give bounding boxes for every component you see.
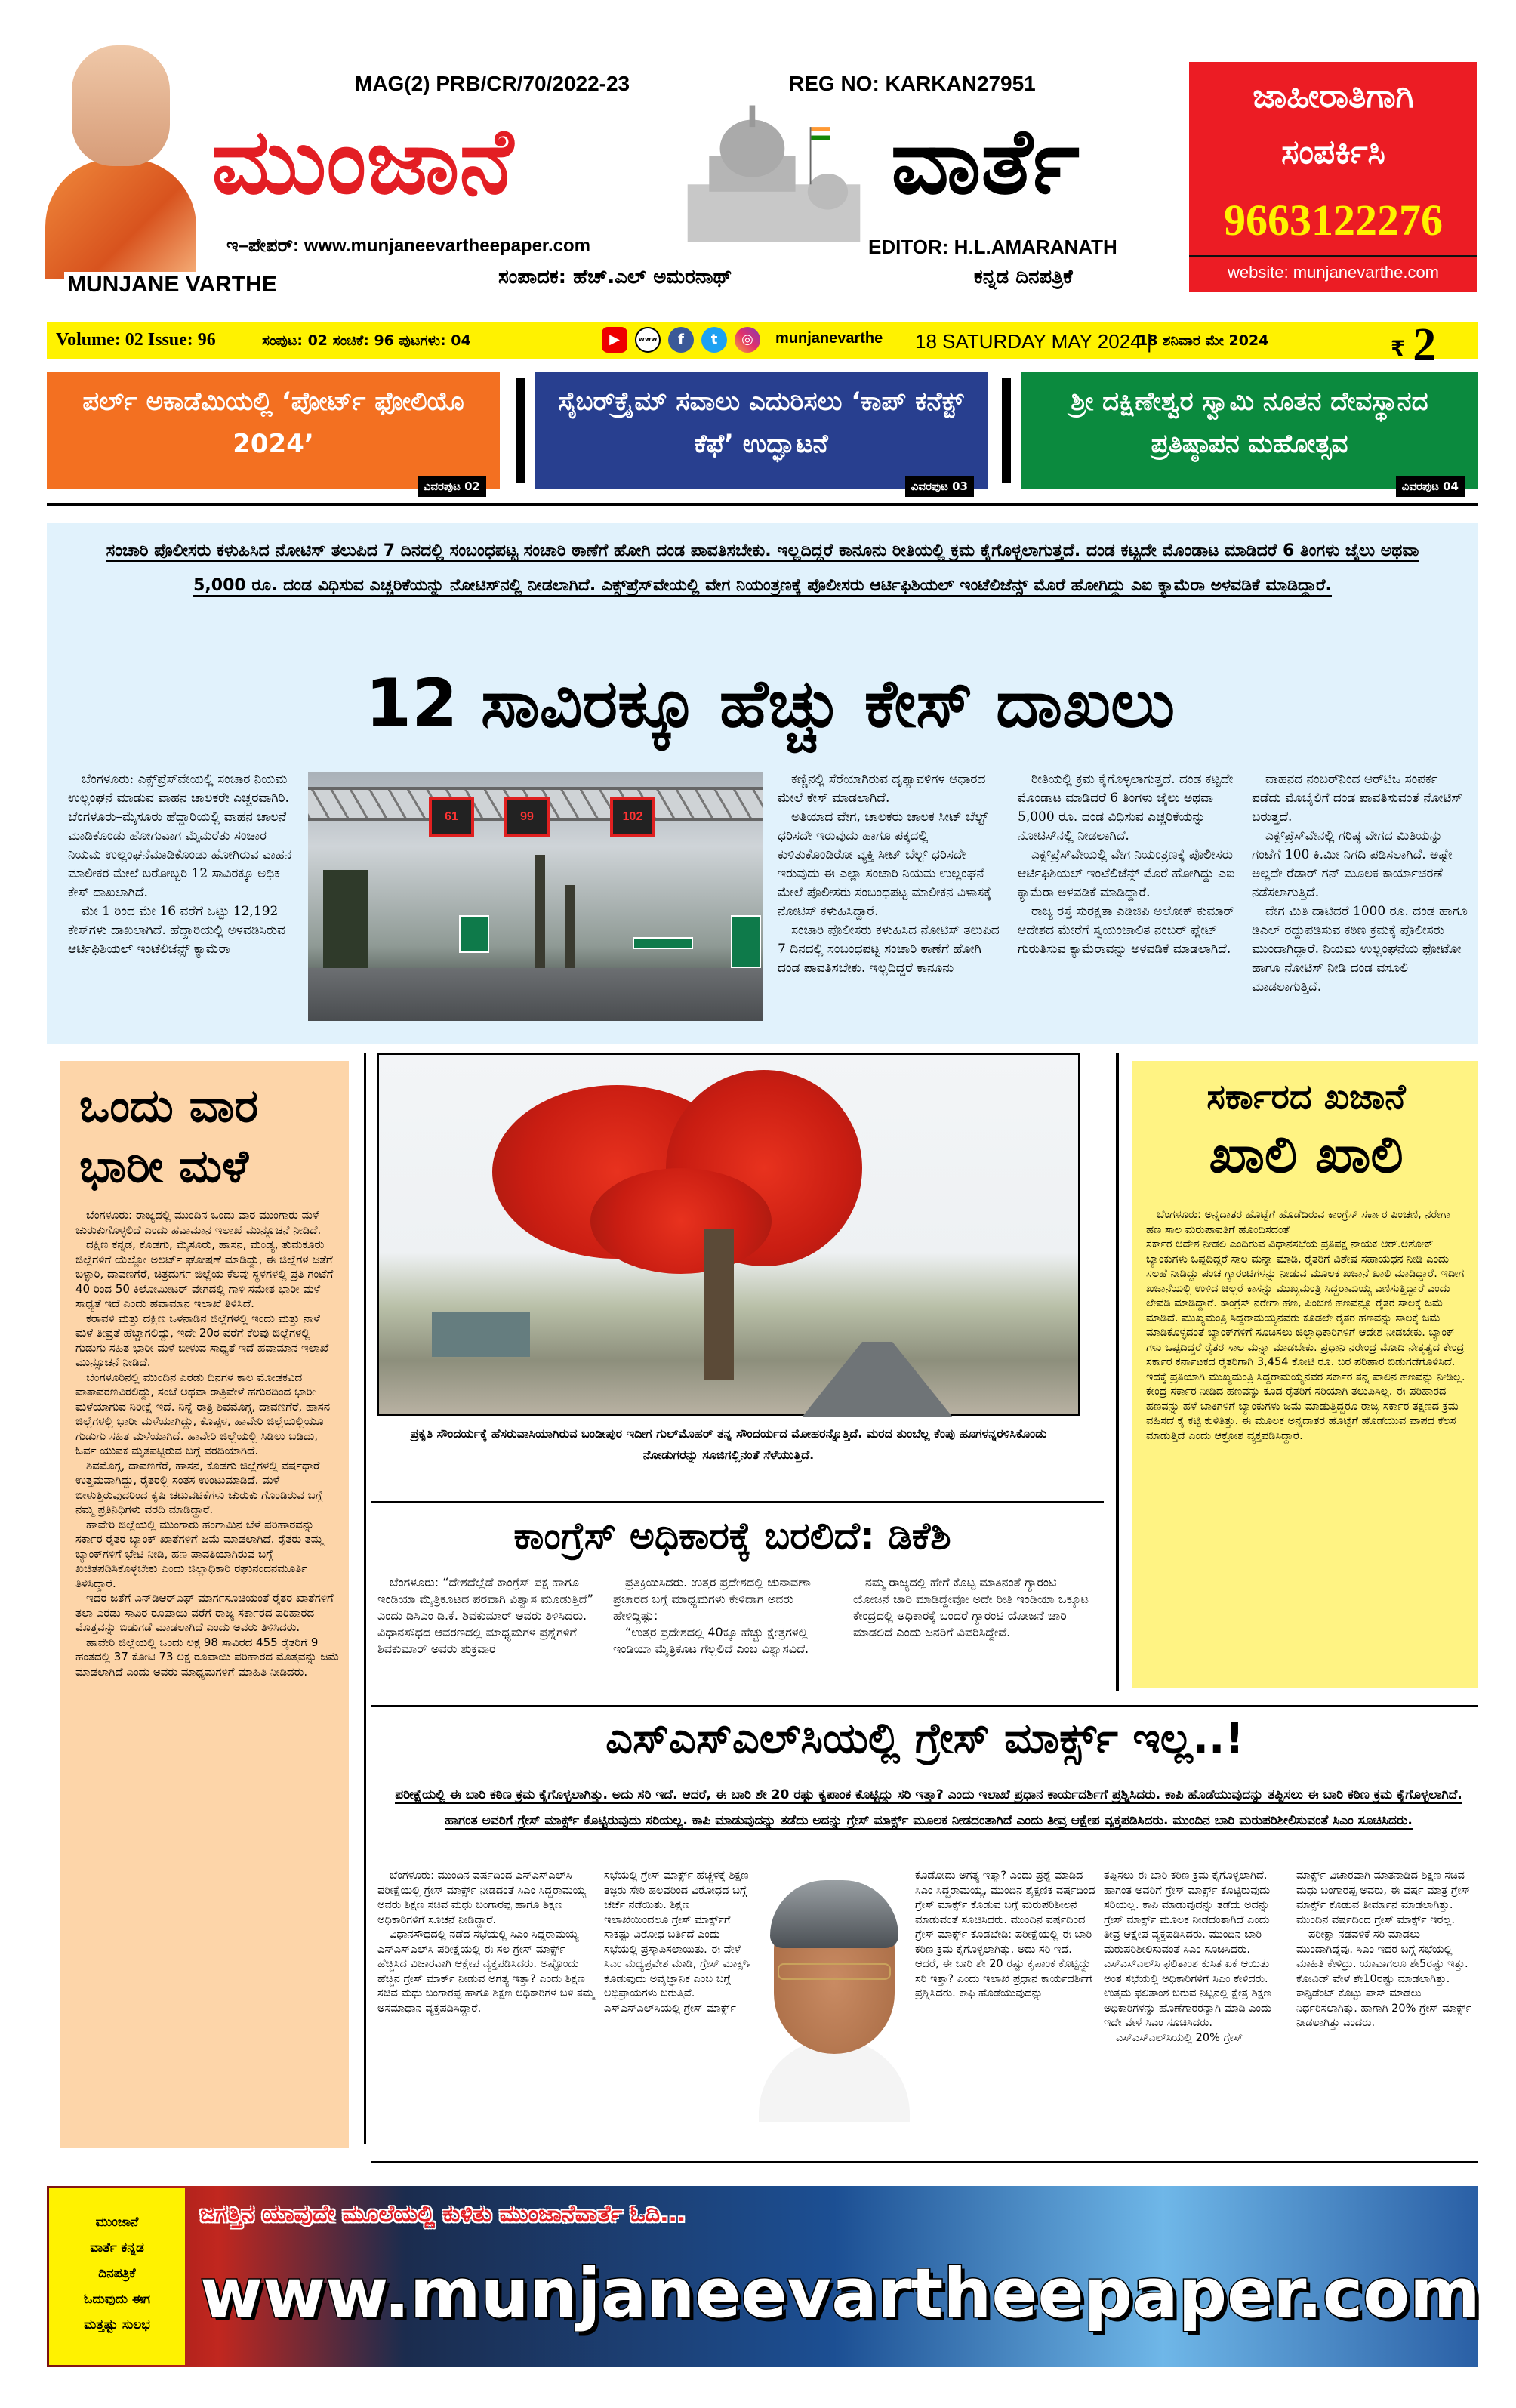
ai-camera-photo [308, 772, 763, 1021]
divider [371, 1501, 1104, 1503]
date-en: 18 SATURDAY MAY 2024 | [915, 330, 1152, 353]
treasury-headline-1[interactable]: ಸರ್ಕಾರದ ಖಜಾನೆ [1206, 1076, 1406, 1117]
editor-kn: ಸಂಪಾದಕ: ಹೆಚ್.ಎಲ್ ಅಮರನಾಥ್ [498, 266, 732, 288]
vidhana-soudha-icon [664, 98, 883, 249]
teaser-cybercrime[interactable] [535, 372, 988, 493]
founder-portrait [45, 30, 196, 279]
ad-phone[interactable]: 9663122276 [1224, 196, 1443, 245]
rain-body: ಬೆಂಗಳೂರು: ರಾಜ್ಯದಲ್ಲಿ ಮುಂದಿನ ಒಂದು ವಾರ ಮುಂಗಾರು ಮಳೆ ಚುರುಕುಗೊಳ್ಳಲಿದೆ ಎಂದು ಹವಾಮಾನ ಇಲಾಖೆ ಮುನ್ಸೂಚನೆ ನೀಡಿದೆ. ದಕ್ಷಿಣ ಕನ್ನಡ, ಕೊಡಗು, ಮೈಸೂರು, ಹಾಸನ, ಮಂಡ್ಯ, ತುಮಕೂರು ಜಿಲ್ಲೆಗಳಿಗೆ ಯೆಲ್ಲೋ ಅಲರ್ಟ್ ಘೋಷಣೆ ಮಾಡಿದ್ದು, ಈ ಜಿಲ್ಲೆಗಳ ಜತೆಗೆ ಬಳ್ಳಾರಿ, ದಾವಣಗೆರೆ, ಚಿತ್ರದುರ್ಗ ಜಿಲ್ಲೆಯ ಕೆಲವು ಸ್ಥಳಗಳಲ್ಲಿ ಪ್ರತಿ ಗಂಟೆಗೆ 40 ರಿಂದ 50 ಕಿಲೋಮೀಟರ್ ವೇಗದಲ್ಲಿ ಗಾಳಿ ಸಮೇತ ಭಾರೀ ಮಳೆ ಸಾಧ್ಯತೆ ಇದೆ ಎಂದು ಹವಾಮಾನ ಇಲಾಖೆ ತಿಳಿಸಿದೆ. ಕರಾವಳಿ ಮತ್ತು ದಕ್ಷಿಣ ಒಳನಾಡಿನ ಜಿಲ್ಲೆಗಳಲ್ಲಿ ಇಂದು ಮತ್ತು ನಾಳೆ ಮಳೆ ತೀವ್ರತೆ ಹೆಚ್ಚಾಗಲಿದ್ದು, ಇದೇ 20ರ ವರೆಗೆ ಕೆಲವು ಜಿಲ್ಲೆಗಳಲ್ಲಿ ಗುಡುಗು ಸಹಿತ ಭಾರೀ ಮಳೆ ಬೀಳುವ ಸಾಧ್ಯತೆ ಇದೆ ಹವಾಮಾನ ಇಲಾಖೆ ಮುನ್ಸೂಚನೆ ನೀಡಿದೆ. ಬೆಂಗಳೂರಿನಲ್ಲಿ ಮುಂದಿನ ಎರಡು ದಿನಗಳ ಕಾಲ ಮೋಡಕವಿದ ವಾತಾವರಣವಿರಲಿದ್ದು, ಸಂಜೆ ಅಥವಾ ರಾತ್ರಿವೇಳೆ ಹಗುರದಿಂದ ಭಾರೀ ಮಳೆಯಾಗುವ ನಿರೀಕ್ಷೆ ಇದೆ. ನಿನ್ನೆ ರಾತ್ರಿ ಶಿವಮೊಗ್ಗ, ದಾವಣಗೆರೆ, ಹಾಸನ ಜಿಲ್ಲೆಗಳಲ್ಲಿ ಭಾರೀ ಮಳೆಯಾಗಿದ್ದು, ಕೊಪ್ಪಳ, ಹಾವೇರಿ ಜಿಲ್ಲೆಯಲ್ಲಿಯೂ ಗುಡುಗು ಸಹಿತ ಮಳೆಯಾಗಿದೆ. ಹಾವೇರಿ ಜಿಲ್ಲೆಯಲ್ಲಿ ಸಿಡಿಲು ಬಡಿದು, ಓರ್ವ ಯುವಕ ಮೃತಪಟ್ಟಿರುವ ಬಗ್ಗೆ ವರದಿಯಾಗಿದೆ. ಶಿವಮೊಗ್ಗ, ದಾವಣಗೆರೆ, ಹಾಸನ, ಕೊಡಗು ಜಿಲ್ಲೆಗಳಲ್ಲಿ ವರ್ಷಧಾರೆ ಉತ್ತಮವಾಗಿದ್ದು, ರೈತರಲ್ಲಿ ಸಂತಸ ಉಂಟುಮಾಡಿದೆ. ಮಳೆ ಬೀಳುತ್ತಿರುವುದರಿಂದ ಕೃಷಿ ಚಟುವಟಿಕೆಗಳು ಚುರುಕು ಗೊಂಡಿರುವ ಬಗ್ಗೆ ನಮ್ಮ ಪ್ರತಿನಿಧಿಗಳು ವರದಿ ಮಾಡಿದ್ದಾರೆ. ಹಾವೇರಿ ಜಿಲ್ಲೆಯಲ್ಲಿ ಮುಂಗಾರು ಹಂಗಾಮಿನ ಬೆಳೆ ಪರಿಹಾರವನ್ನು ಸರ್ಕಾರ ರೈತರ ಬ್ಯಾಂಕ್ ಖಾತೆಗಳಿಗೆ ಜಮೆ ಮಾಡಲಾಗಿದೆ. ರೈತರು ತಮ್ಮ ಬ್ಯಾಂಕ್‌ಗಳಿಗೆ ಭೇಟಿ ನೀಡಿ, ಹಣ ಪಾವತಿಯಾಗಿರುವ ಬಗ್ಗೆ ಖಚಿತಪಡಿಸಿಕೊಳ್ಳಬೇಕು ಎಂದು ಜಿಲ್ಲಾಧಿಕಾರಿ ರಘುನಂದನಮೂರ್ತಿ ತಿಳಿಸಿದ್ದಾರೆ. ಇದರ ಜತೆಗೆ ಎನ್‌ಡಿಆರ್‌ಎಫ್ ಮಾರ್ಗಸೂಚಿಯಂತೆ ರೈತರ ಖಾತೆಗಳಿಗೆ ತಲಾ ಎರಡು ಸಾವಿರ ರೂಪಾಯಿ ವರೆಗೆ ರಾಜ್ಯ ಸರ್ಕಾರದ ಪರಿಹಾರದ ಮೊತ್ತವನ್ನು ಬಿಡುಗಡೆ ಮಾಡಲಾಗಿದೆ ಎಂದು ಅವರು ತಿಳಿಸಿದರು. ಹಾವೇರಿ ಜಿಲ್ಲೆಯಲ್ಲಿ ಒಂದು ಲಕ್ಷ 98 ಸಾವಿರದ 455 ರೈತರಿಗೆ 9 ಹಂತದಲ್ಲಿ 37 ಕೋಟಿ 73 ಲಕ್ಷ ರೂಪಾಯಿ ಪರಿಹಾರದ ಮೊತ್ತವನ್ನು ಜಮೆ ಮಾಡಲಾಗಿದೆ ಎಂದು ಅವರು ಮಾಧ್ಯಮಗಳಿಗೆ ಮಾಹಿತಿ ನೀಡಿದರು. [75, 1208, 340, 1679]
sslc-summary: ಪರೀಕ್ಷೆಯಲ್ಲಿ ಈ ಬಾರಿ ಕಠಿಣ ಕ್ರಮ ಕೈಗೊಳ್ಳಲಾಗಿತ್ತು. ಅದು ಸರಿ ಇದೆ. ಆದರೆ, ಈ ಬಾರಿ ಶೇ 20 ರಷ್ಟು ಕೃಪಾಂಕ ಕೊಟ್ಟಿದ್ದು ಸರಿ ಇತ್ತಾ? ಎಂದು ಇಲಾಖೆ ಪ್ರಧಾನ ಕಾರ್ಯದರ್ಶಿಗೆ ಪ್ರಶ್ನಿಸಿದರು. ಕಾಪಿ ಹೊಡೆಯುವುದನ್ನು ತಪ್ಪಿಸಲು ಈ ಬಾರಿ ಕಠಿಣ ಕ್ರಮ ಕೈಗೊಳ್ಳಲಾಗಿದೆ. ಹಾಗಂತ ಅವರಿಗೆ ಗ್ರೇಸ್ ಮಾರ್ಕ್ಸ್ ಕೊಟ್ಟಿರುವುದು ಸರಿಯಲ್ಲ. ಕಾಪಿ ಮಾಡುವುದನ್ನು ತಡೆದು ಅದನ್ನು ಗ್ರೇಸ್ ಮಾರ್ಕ್ಸ್ ಮೂಲಕ ನೀಡದಂತಾಗಿದೆ ಎಂದು ತೀವ್ರ ಆಕ್ಷೇಪ ವ್ಯಕ್ತಪಡಿಸಿದರು. ಮುಂದಿನ ಬಾರಿ ಮರುಪರಿಶೀಲಿಸುವಂತೆ ಸಿಎಂ ಸೂಚಿಸಿದರು. [395, 1787, 1462, 1828]
volume-en: Volume: 02 Issue: 96 [56, 330, 216, 350]
instagram-icon[interactable]: ◎ [735, 327, 760, 353]
divider [371, 2161, 1478, 2163]
sslc-column-5: ಮಾರ್ಕ್ಸ್ ವಿಚಾರವಾಗಿ ಮಾತನಾಡಿದ ಶಿಕ್ಷಣ ಸಚಿವ ಮಧು ಬಂಗಾರಪ್ಪ ಅವರು, ಈ ವರ್ಷ ಮಾತ್ರ ಗ್ರೇಸ್ ಮಾರ್ಕ್ಸ್ ಕೊಡುವ ತೀರ್ಮಾನ ಮಾಡಲಾಗಿತ್ತು. ಮುಂದಿನ ವರ್ಷದಿಂದ ಗ್ರೇಸ್ ಮಾರ್ಕ್ಸ್ ಇರಲ್ಲ. ಪರೀಕ್ಷಾ ನಡವಳಿಕೆ ಸರಿ ಮಾಡಲು ಮುಂದಾಗಿದ್ದೆವು. ಸಿಎಂ ಇದರ ಬಗ್ಗೆ ಸಭೆಯಲ್ಲಿ ಮಾಹಿತಿ ಕೇಳಿದ್ರು. ಯಾವಾಗಲೂ ಶೇ5ರಷ್ಟು ಇತ್ತು. ಕೋವಿಡ್ ವೇಳೆ ಶೇ10ರಷ್ಟು ಮಾಡಲಾಗಿತ್ತು. ಕಾನ್ಫಿಡೆಂಟ್ ಕೊಟ್ಟು ಪಾಸ್ ಮಾಡಲು ನಿರ್ಧರಿಸಲಾಗಿತ್ತು. ಹಾಗಾಗಿ 20% ಗ್ರೇಸ್ ಮಾರ್ಕ್ಸ್ ನೀಡಲಾಗಿತ್ತು ಎಂದರು. [1296, 1870, 1472, 2029]
treasury-headline-2[interactable]: ಖಾಲಿ ಖಾಲಿ [1209, 1125, 1404, 1185]
www-icon[interactable]: www [635, 327, 661, 353]
masthead-title-part2: ವಾರ್ತೆ [891, 109, 1080, 214]
facebook-icon[interactable]: f [668, 327, 694, 353]
photo-caption: ಪ್ರಕೃತಿ ಸೌಂದರ್ಯಕ್ಕೆ ಹೆಸರುವಾಸಿಯಾಗಿರುವ ಬಂಡೀಪುರ ಇದೀಗ ಗುಲ್‌ಮೊಹರ್ ತನ್ನ ಸೌಂದರ್ಯದ ಮೋಹರನ್ನೊತ್ತಿದೆ. ಮರದ ತುಂಬೆಲ್ಲ ಕೆಂಪು ಹೂಗಳನ್ನರಳಿಸಿಕೊಂಡು ನೋಡುಗರನ್ನು ಸೂಜಿಗಲ್ಲಿನಂತೆ ಸೆಳೆಯುತ್ತಿದೆ. [410, 1426, 1047, 1462]
teaser-page: ವಿವರಪುಟ 04 [1396, 476, 1465, 497]
treasury-body: ಬೆಂಗಳೂರು: ಅನ್ನದಾತರ ಹೊಟ್ಟೆಗೆ ಹೊಡೆದಿರುವ ಕಾಂಗ್ರೆಸ್ ಸರ್ಕಾರ ಪಿಂಚಣಿ, ನರೇಗಾ ಹಣ ಸಾಲ ಮರುಪಾವತಿಗೆ ಹೊಂದಿಸದಂತೆ ಸರ್ಕಾರ ಆದೇಶ ನೀಡಲಿ ಎಂದಿರುವ ವಿಧಾನಸಭೆಯ ಪ್ರತಿಪಕ್ಷ ನಾಯಕ ಆರ್.ಅಶೋಕ್ ಬ್ಯಾಂಕುಗಳು ಒಪ್ಪದಿದ್ದರೆ ಸಾಲ ಮನ್ನಾ ಮಾಡಿ, ರೈತರಿಗೆ ವಿಶೇಷ ಸಹಾಯಧನ ನೀಡಿ ಎಂದು ಸಲಹೆ ನೀಡಿದ್ದು ಪಂಚ ಗ್ಯಾರಂಟಿಗಳನ್ನು ನೀಡುವ ಮೂಲಕ ಖಜಾನೆ ಖಾಲಿ ಮಾಡಿದ್ದಾರೆ. ಇದೀಗ ಖಜಾನೆಯಲ್ಲಿ ಉಳಿದ ಚಿಲ್ಲರೆ ಕಾಸನ್ನು ಮುಖ್ಯಮಂತ್ರಿ ಸಿದ್ದರಾಮಯ್ಯ ಎಣಿಸುತ್ತಿದ್ದಾರೆ ಎಂದು ಲೇವಡಿ ಮಾಡಿದ್ದಾರೆ. ಕಾಂಗ್ರೆಸ್ ನರೇಗಾ ಹಣ, ಪಿಂಚಣಿ ಹಣವನ್ನೂ ರೈತರ ಸಾಲಕ್ಕೆ ಜಮೆ ಮಾಡಿದೆ. ಮುಖ್ಯಮಂತ್ರಿ ಸಿದ್ದರಾಮಯ್ಯನವರು ಕೂಡಲೇ ರೈತರ ಹಣವನ್ನು ಸಾಲಕ್ಕೆ ಜಮೆ ಮಾಡಿಕೊಳ್ಳದಂತೆ ಬ್ಯಾಂಕ್‌ಗಳಿಗೆ ಸೂಚಿಸಲು ಜಿಲ್ಲಾಧಿಕಾರಿಗಳಿಗೆ ಆದೇಶ ನೀಡಬೇಕು. ಬ್ಯಾಂಕ್ ಗಳು ಒಪ್ಪದಿದ್ದರೆ ರೈತರ ಸಾಲ ಮನ್ನಾ ಮಾಡಬೇಕು. ಪ್ರಧಾನಿ ನರೇಂದ್ರ ಮೋದಿ ನೇತೃತ್ವದ ಕೇಂದ್ರ ಸರ್ಕಾರ ಕರ್ನಾಟಕದ ರೈತರಿಗಾಗಿ 3,454 ಕೋಟಿ ರೂ. ಬರ ಪರಿಹಾರ ಬಿಡುಗಡೆಗೊಳಿಸಿದೆ. ಇದಕ್ಕೆ ಪ್ರತಿಯಾಗಿ ಮುಖ್ಯಮಂತ್ರಿ ಸಿದ್ದರಾಮಯ್ಯನವರ ಸರ್ಕಾರ ತನ್ನ ಪಾಲಿನ ಹಣವನ್ನು ನೀಡಿಲ್ಲ. ಕೇಂದ್ರ ಸರ್ಕಾರ ನೀಡಿದ ಹಣವನ್ನು ಕೂಡ ರೈತರಿಗೆ ಸರಿಯಾಗಿ ತಲುಪಿಸಿಲ್ಲ. ಈ ಪರಿಹಾರದ ಹಣವನ್ನು ಹಳೆ ಬಾಕಿಗಳಿಗೆ ಬ್ಯಾಂಕುಗಳು ಜಮೆ ಮಾಡುತ್ತಿದ್ದರೂ ರಾಜ್ಯ ಸರ್ಕಾರ ತಕ್ಷಣದ ಕ್ರಮ ವಹಿಸದೆ ಕೈ ಕಟ್ಟಿ ಕುಳಿತಿತ್ತು. ಈ ಮೂಲಕ ಅನ್ನದಾತರ ಹೊಟ್ಟೆಗೆ ಹೊಡೆಯುವ ಪಾಪದ ಕೆಲಸ ಮಾಡುತ್ತಿದೆ ಎಂದು ಆಕ್ರೋಶ ವ್ಯಕ್ತಪಡಿಸಿದ್ದಾರೆ. [1146, 1209, 1465, 1442]
teaser-page: ವಿವರಪುಟ 03 [905, 476, 974, 497]
epaper-link[interactable]: ಇ–ಪೇಪರ್: www.munjaneevartheepaper.com [226, 236, 590, 256]
issue-strip [47, 319, 1478, 371]
date-kn: 18 ಶನಿವಾರ ಮೇ 2024 [1138, 332, 1269, 349]
camera-reading: 99 [504, 797, 550, 837]
ad-line1: ಜಾಹೀರಾತಿಗಾಗಿ [1253, 77, 1414, 116]
lead-column-1: ಬೆಂಗಳೂರು: ಎಕ್ಸ್‌ಪ್ರೆಸ್‌ವೇಯಲ್ಲಿ ಸಂಚಾರ ನಿಯಮ ಉಲ್ಲಂಘನೆ ಮಾಡುವ ವಾಹನ ಚಾಲಕರೇ ಎಚ್ಚರವಾಗಿರಿ. ಬೆಂಗಳೂರು–ಮೈಸೂರು ಹೆದ್ದಾರಿಯಲ್ಲಿ ವಾಹನ ಚಾಲನೆ ಮಾಡಿಕೊಂಡು ಹೋಗುವಾಗ ಮೈಮರೆತು ಸಂಚಾರ ನಿಯಮ ಉಲ್ಲಂಘನೆಮಾಡಿಕೊಂಡು ಹೋಗಿರುವ ವಾಹನ ಮಾಲೀಕರ ಮೇಲೆ ಬರೋಬ್ಬರಿ 12 ಸಾವಿರಕ್ಕೂ ಅಧಿಕ ಕೇಸ್ ದಾಖಲಾಗಿದೆ. ಮೇ 1 ರಿಂದ ಮೇ 16 ವರೆಗೆ ಒಟ್ಟು 12,192 ಕೇಸ್‌ಗಳು ದಾಖಲಾಗಿದೆ. ಹೆದ್ದಾರಿಯಲ್ಲಿ ಅಳವಡಿಸಿರುವ ಆರ್ಟಿಫಿಶಿಯಲ್ ಇಂಟೆಲಿಜೆನ್ಸ್ ಕ್ಯಾಮೆರಾ [68, 772, 292, 957]
lead-column-2: ಕಣ್ಣಿನಲ್ಲಿ ಸೆರೆಯಾಗಿರುವ ದೃಶ್ಯಾವಳಿಗಳ ಆಧಾರದ ಮೇಲೆ ಕೇಸ್ ಮಾಡಲಾಗಿದೆ. ಅತಿಯಾದ ವೇಗ, ಚಾಲಕರು ಚಾಲಕ ಸೀಟ್ ಬೆಲ್ಟ್ ಧರಿಸದೇ ಇರುವುದು ಹಾಗೂ ಪಕ್ಕದಲ್ಲಿ ಕುಳಿತುಕೊಂಡಿರೋ ವ್ಯಕ್ತಿ ಸೀಟ್ ಬೆಲ್ಟ್ ಧರಿಸದೇ ಇರುವುದು ಈ ಎಲ್ಲಾ ಸಂಚಾರಿ ನಿಯಮ ಉಲ್ಲಂಘನೆ ಮೇಲೆ ಪೊಲೀಸರು ಸಂಬಂಧಪಟ್ಟ ಮಾಲೀಕನ ವಿಳಾಸಕ್ಕೆ ನೋಟಿಸ್ ಕಳುಹಿಸಿದ್ದಾರೆ. ಸಂಚಾರಿ ಪೊಲೀಸರು ಕಳುಹಿಸಿದ ನೋಟಿಸ್ ತಲುಪಿದ 7 ದಿನದಲ್ಲಿ ಸಂಬಂಧಪಟ್ಟ ಸಂಚಾರಿ ಠಾಣೆಗೆ ಹೋಗಿ ದಂಡ ಪಾವತಿಸಬೇಕು. ಇಲ್ಲದಿದ್ದರೆ ಕಾನೂನು [778, 772, 1000, 976]
divider [1002, 378, 1011, 483]
rupee-icon: ₹ [1391, 336, 1406, 361]
teaser-page: ವಿವರಪುಟ 02 [418, 476, 486, 497]
teaser-title: ಸೈಬರ್‌ಕ್ರೈಮ್ ಸವಾಲು ಎದುರಿಸಲು ‘ಕಾಪ್ ಕನೆಕ್ಟ್ ಕೆಫೆ’ ಉದ್ಘಾಟನೆ [558, 387, 964, 459]
divider [516, 378, 525, 483]
congress-column-2: ಪ್ರತಿಕ್ರಿಯಿಸಿದರು. ಉತ್ತರ ಪ್ರದೇಶದಲ್ಲಿ ಚುನಾವಣಾ ಪ್ರಚಾರದ ಬಗ್ಗೆ ಮಾಧ್ಯಮಗಳು ಕೇಳಿದಾಗ ಅವರು ಹೇಳಿದ್ದಿಷ್ಟು: “ಉತ್ತರ ಪ್ರದೇಶದಲ್ಲಿ 40ಕ್ಕೂ ಹೆಚ್ಚು ಕ್ಷೇತ್ರಗಳಲ್ಲಿ ಇಂಡಿಯಾ ಮೈತ್ರಿಕೂಟ ಗೆಲ್ಲಲಿದೆ ಎಂಬ ವಿಶ್ವಾಸವಿದೆ. [613, 1575, 811, 1656]
congress-headline[interactable]: ಕಾಂಗ್ರೆಸ್ ಅಧಿಕಾರಕ್ಕೆ ಬರಲಿದೆ: ಡಿಕೆಶಿ [513, 1514, 951, 1558]
price-value: 2 [1413, 319, 1437, 371]
sslc-column-4: ತಪ್ಪಿಸಲು ಈ ಬಾರಿ ಕಠಿಣ ಕ್ರಮ ಕೈಗೊಳ್ಳಲಾಗಿದೆ. ಹಾಗಂತ ಅವರಿಗೆ ಗ್ರೇಸ್ ಮಾರ್ಕ್ಸ್ ಕೊಟ್ಟಿರುವುದು ಸರಿಯಲ್ಲ. ಕಾಪಿ ಮಾಡುವುದನ್ನು ತಡೆದು ಅದನ್ನು ಗ್ರೇಸ್ ಮಾರ್ಕ್ಸ್ ಮೂಲಕ ನೀಡದಂತಾಗಿದೆ ಎಂದು ತೀವ್ರ ಆಕ್ಷೇಪ ವ್ಯಕ್ತಪಡಿಸಿದರು. ಮುಂದಿನ ಬಾರಿ ಮರುಪರಿಶೀಲಿಸುವಂತೆ ಸಿಎಂ ಸೂಚಿಸಿದರು. ಎಸ್‌ಎಸ್‌ಎಲ್‌ಸಿ ಫಲಿತಾಂಶ ಕುಸಿತ ಏಕೆ ಆಯಿತು ಅಂತ ಸಭೆಯಲ್ಲಿ ಅಧಿಕಾರಿಗಳಿಗೆ ಸಿಎಂ ಕೇಳಿದರು. ಉತ್ತಮ ಫಲಿತಾಂಶ ಬರುವ ನಿಟ್ಟಿನಲ್ಲಿ ಕ್ಷೇತ್ರ ಶಿಕ್ಷಣ ಅಧಿಕಾರಿಗಳನ್ನು ಹೊಣೆಗಾರರನ್ನಾಗಿ ಮಾಡಿ ಎಂದು ಇದೇ ವೇಳೆ ಸಿಎಂ ಸೂಚಿಸಿದರು. ಎಸ್‌ಎಸ್‌ಎಲ್‌ಸಿಯಲ್ಲಿ 20% ಗ್ರೇಸ್ [1104, 1870, 1271, 2044]
sslc-column-3: ಕೊಡೋದು ಅಗತ್ಯ ಇತ್ತಾ? ಎಂದು ಪ್ರಶ್ನೆ ಮಾಡಿದ ಸಿಎಂ ಸಿದ್ದರಾಮಯ್ಯ, ಮುಂದಿನ ಶೈಕ್ಷಣಿಕ ವರ್ಷದಿಂದ ಗ್ರೇಸ್ ಮಾರ್ಕ್ಸ್ ಕೊಡುವ ಬಗ್ಗೆ ಮರುಪರಿಶೀಲನೆ ಮಾಡುವಂತೆ ಸೂಚಿಸಿದರು. ಮುಂದಿನ ವರ್ಷದಿಂದ ಗ್ರೇಸ್ ಮಾರ್ಕ್ಸ್ ಕೊಡಬೇಡಿ: ಪರೀಕ್ಷೆಯಲ್ಲಿ ಈ ಬಾರಿ ಕಠಿಣ ಕ್ರಮ ಕೈಗೊಳ್ಳಲಾಗಿತ್ತು. ಅದು ಸರಿ ಇದೆ. ಆದರೆ, ಈ ಬಾರಿ ಶೇ 20 ರಷ್ಟು ಕೃಪಾಂಕ ಕೊಟ್ಟಿದ್ದು ಸರಿ ಇತ್ತಾ? ಎಂದು ಇಲಾಖೆ ಪ್ರಧಾನ ಕಾರ್ಯದರ್ಶಿಗೆ ಪ್ರಶ್ನಿಸಿದರು. ಕಾಫಿ ಹೊಡೆಯುವುದನ್ನು [915, 1870, 1095, 1999]
editor-en: EDITOR: H.L.AMARANATH [868, 236, 1117, 258]
divider [1189, 255, 1477, 257]
ad-contact-box[interactable] [1189, 62, 1477, 292]
teaser-title: ಶ್ರೀ ದಕ್ಷಿಣೇಶ್ವರ ಸ್ವಾಮಿ ನೂತನ ದೇವಸ್ಥಾನದ ಪ್ರತಿಷ್ಠಾಪನ ಮಹೋತ್ಸವ [1071, 387, 1428, 459]
rain-headline[interactable]: ಒಂದು ವಾರ ಭಾರೀ ಮಳೆ [79, 1080, 259, 1193]
ad-line2: ಸಂಪರ್ಕಿಸಿ [1281, 133, 1385, 171]
camera-reading: 61 [429, 797, 474, 837]
price [1391, 319, 1436, 372]
congress-column-3: ನಮ್ಮ ರಾಜ್ಯದಲ್ಲಿ ಹೇಗೆ ಕೊಟ್ಟ ಮಾತಿನಂತೆ ಗ್ಯಾರಂಟಿ ಯೋಜನೆ ಜಾರಿ ಮಾಡಿದ್ದೇವೋ ಅದೇ ರೀತಿ ಇಂಡಿಯಾ ಒಕ್ಕೂಟ ಕೇಂದ್ರದಲ್ಲಿ ಅಧಿಕಾರಕ್ಕೆ ಬಂದರೆ ಗ್ಯಾರಂಟಿ ಯೋಜನೆ ಜಾರಿ ಮಾಡಲಿದೆ ಎಂದು ಜನರಿಗೆ ವಿವರಿಸಿದ್ದೇವೆ. [853, 1575, 1089, 1639]
divider [371, 1705, 1478, 1707]
banner-tagline: ಜಗತ್ತಿನ ಯಾವುದೇ ಮೂಲೆಯಲ್ಲಿ ಕುಳಿತು ಮುಂಜಾನೆವಾರ್ತೆ ಓದಿ... [200, 2201, 686, 2228]
ad-website[interactable]: website: munjanevarthe.com [1227, 263, 1440, 282]
lead-headline[interactable]: 12 ಸಾವಿರಕ್ಕೂ ಹೆಚ್ಚು ಕೇಸ್ ದಾಖಲು [365, 664, 1176, 742]
banner-side-label: ಮುಂಜಾನೆ ವಾರ್ತೆ ಕನ್ನಡ ದಿನಪತ್ರಿಕೆ ಓದುವುದು ಈಗ ಮತ್ತಷ್ಟು ಸುಲಭ [49, 2188, 185, 2365]
banner-url[interactable]: www.munjaneevartheepaper.com [200, 2254, 1481, 2333]
social-handle[interactable]: munjanevarthe [775, 330, 883, 347]
teaser-temple[interactable] [1021, 372, 1478, 493]
registration-mag: MAG(2) PRB/CR/70/2022-23 [355, 72, 630, 95]
lead-column-4: ವಾಹನದ ನಂಬರ್‌ನಿಂದ ಆರ್‌ಟಿಒ ಸಂಪರ್ಕ ಪಡೆದು ಮೊಬೈಲಿಗೆ ದಂಡ ಪಾವತಿಸುವಂತೆ ನೋಟಿಸ್ ಬರುತ್ತದೆ. ಎಕ್ಸ್‌ಪ್ರೆಸ್‌ವೇನಲ್ಲಿ ಗರಿಷ್ಠ ವೇಗದ ಮಿತಿಯನ್ನು ಗಂಟೆಗೆ 100 ಕಿ.ಮೀ ನಿಗದಿ ಪಡಿಸಲಾಗಿದೆ. ಅಷ್ಟೇ ಅಲ್ಲದೇ ರೆಡಾರ್ ಗನ್ ಮೂಲಕ ಕಾರ್ಯಾಚರಣೆ ನಡೆಸಲಾಗುತ್ತಿದೆ. ವೇಗ ಮಿತಿ ದಾಟಿದರೆ 1000 ರೂ. ದಂಡ ಹಾಗೂ ಡಿಎಲ್ ರದ್ದುಪಡಿಸುವ ಕಠಿಣ ಕ್ರಮಕ್ಕೆ ಪೊಲೀಸರು ಮುಂದಾಗಿದ್ದಾರೆ. ನಿಯಮ ಉಲ್ಲಂಘನೆಯ ಫೋಟೋ ಹಾಗೂ ನೋಟಿಸ್ ನೀಡಿ ದಂಡ ವಸೂಲಿ ಮಾಡಲಾಗುತ್ತಿದೆ. [1252, 772, 1468, 994]
divider [1116, 1053, 1119, 1691]
sslc-headline[interactable]: ಎಸ್‌ಎಸ್‌ಎಲ್‌ಸಿಯಲ್ಲಿ ಗ್ರೇಸ್ ಮಾರ್ಕ್ಸ್ ಇಲ್ಲ..! [605, 1714, 1244, 1763]
teaser-title: ಪರ್ಲ್ ಅಕಾಡೆಮಿಯಲ್ಲಿ ‘ಪೋರ್ಟ್ ಫೋಲಿಯೊ 2024’ [82, 387, 464, 459]
divider [47, 503, 1478, 506]
gulmohar-tree-photo [377, 1053, 1080, 1416]
sslc-column-2: ಸಭೆಯಲ್ಲಿ ಗ್ರೇಸ್ ಮಾರ್ಕ್ಸ್ ಹೆಚ್ಚಳಕ್ಕೆ ಶಿಕ್ಷಣ ತಜ್ಞರು ಸೇರಿ ಹಲವರಿಂದ ವಿರೋಧದ ಬಗ್ಗೆ ಚರ್ಚೆ ನಡೆಯಿತು. ಶಿಕ್ಷಣ ಇಲಾಖೆಯಿಂದಲೂ ಗ್ರೇಸ್ ಮಾರ್ಕ್ಸ್‌ಗೆ ಸಾಕಷ್ಟು ವಿರೋಧ ಬರ್ತಿದೆ ಎಂದು ಸಭೆಯಲ್ಲಿ ಪ್ರಸ್ತಾಪಿಸಲಾಯಿತು. ಈ ವೇಳೆ ಸಿಎಂ ಮಧ್ಯಪ್ರವೇಶ ಮಾಡಿ, ಗ್ರೇಸ್ ಮಾರ್ಕ್ಸ್ ಕೊಡುವುದು ಅವೈಜ್ಞಾನಿಕ ಎಂಬ ಬಗ್ಗೆ ಅಭಿಪ್ರಾಯಗಳು ಬರುತ್ತಿವೆ. ಎಸ್‌ಎಸ್‌ಎಲ್‌ಸಿಯಲ್ಲಿ ಗ್ರೇಸ್ ಮಾರ್ಕ್ಸ್ [604, 1870, 753, 2015]
social-icons [602, 327, 760, 353]
teaser-portfolio[interactable] [47, 372, 500, 493]
brand-name-en: MUNJANE VARTHE [64, 272, 280, 298]
camera-reading: 102 [610, 797, 655, 837]
divider [364, 1053, 366, 2144]
daily-label: ಕನ್ನಡ ದಿನಪತ್ರಿಕೆ [974, 266, 1073, 288]
sslc-column-1: ಬೆಂಗಳೂರು: ಮುಂದಿನ ವರ್ಷದಿಂದ ಎಸ್‌ಎಸ್‌ಎಲ್‌ಸಿ ಪರೀಕ್ಷೆಯಲ್ಲಿ ಗ್ರೇಸ್ ಮಾರ್ಕ್ಸ್ ನೀಡದಂತೆ ಸಿಎಂ ಸಿದ್ದರಾಮಯ್ಯ ಅವರು ಶಿಕ್ಷಣ ಸಚಿವ ಮಧು ಬಂಗಾರಪ್ಪ ಹಾಗೂ ಶಿಕ್ಷಣ ಅಧಿಕಾರಿಗಳಿಗೆ ಸೂಚನೆ ನೀಡಿದ್ದಾರೆ. ವಿಧಾನಸೌಧದಲ್ಲಿ ನಡೆದ ಸಭೆಯಲ್ಲಿ ಸಿಎಂ ಸಿದ್ದರಾಮಯ್ಯ ಎಸ್‌ಎಸ್‌ಎಲ್‌ಸಿ ಪರೀಕ್ಷೆಯಲ್ಲಿ ಈ ಸಲ ಗ್ರೇಸ್ ಮಾರ್ಕ್ಸ್ ಹೆಚ್ಚಿಸಿದ ವಿಚಾರವಾಗಿ ಆಕ್ಷೇಪ ವ್ಯಕ್ತಪಡಿಸಿದರು. ಅಷ್ಟೊಂದು ಹೆಚ್ಚಿನ ಗ್ರೇಸ್ ಮಾರ್ಕ್ ನೀಡುವ ಅಗತ್ಯ ಇತ್ತಾ? ಎಂದು ಶಿಕ್ಷಣ ಸಚಿವ ಮಧು ಬಂಗಾರಪ್ಪ ಹಾಗೂ ಶಿಕ್ಷಣ ಅಧಿಕಾರಿಗಳ ಬಳಿ ತಮ್ಮ ಅಸಮಾಧಾನ ವ್ಯಕ್ತಪಡಿಸಿದ್ದಾರೆ. [377, 1870, 595, 2015]
youtube-icon[interactable]: ▶ [602, 327, 627, 353]
twitter-icon[interactable]: t [701, 327, 727, 353]
volume-kn: ಸಂಪುಟ: 02 ಸಂಚಿಕೆ: 96 ಪುಟಗಳು: 04 [262, 332, 471, 349]
lead-column-3: ರೀತಿಯಲ್ಲಿ ಕ್ರಮ ಕೈಗೊಳ್ಳಲಾಗುತ್ತದೆ. ದಂಡ ಕಟ್ಟದೇ ಮೊಂಡಾಟ ಮಾಡಿದರೆ 6 ತಿಂಗಳು ಜೈಲು ಅಥವಾ 5,000 ರೂ. ದಂಡ ವಿಧಿಸುವ ಎಚ್ಚರಿಕೆಯನ್ನು ನೋಟಿಸ್‌ನಲ್ಲಿ ನೀಡಲಾಗಿದೆ. ಎಕ್ಸ್‌ಪ್ರೆಸ್‌ವೇಯಲ್ಲಿ ವೇಗ ನಿಯಂತ್ರಣಕ್ಕೆ ಪೊಲೀಸರು ಆರ್ಟಿಫಿಶಿಯಲ್ ಇಂಟೆಲಿಜೆನ್ಸ್ ಮೊರೆ ಹೋಗಿದ್ದು ಎಐ ಕ್ಯಾಮೆರಾ ಅಳವಡಿಕೆ ಮಾಡಿದ್ದಾರೆ. ರಾಜ್ಯ ರಸ್ತೆ ಸುರಕ್ಷತಾ ಎಡಿಜಿಪಿ ಅಲೋಕ್ ಕುಮಾರ್ ಆದೇಶದ ಮೇರೆಗೆ ಸ್ವಯಂಚಾಲಿತ ನಂಬರ್ ಪ್ಲೇಟ್ ಗುರುತಿಸುವ ಕ್ಯಾಮೆರಾವನ್ನು ಅಳವಡಿಕೆ ಮಾಡಲಾಗಿದೆ. [1018, 772, 1235, 957]
masthead-title-part1: ಮುಂಜಾನೆ [211, 109, 513, 214]
lead-summary: ಸಂಚಾರಿ ಪೊಲೀಸರು ಕಳುಹಿಸಿದ ನೋಟಿಸ್ ತಲುಪಿದ 7 ದಿನದಲ್ಲಿ ಸಂಬಂಧಪಟ್ಟ ಸಂಚಾರಿ ಠಾಣೆಗೆ ಹೋಗಿ ದಂಡ ಪಾವತಿಸಬೇಕು. ಇಲ್ಲದಿದ್ದರೆ ಕಾನೂನು ರೀತಿಯಲ್ಲಿ ಕ್ರಮ ಕೈಗೊಳ್ಳಲಾಗುತ್ತದೆ. ದಂಡ ಕಟ್ಟದೇ ಮೊಂಡಾಟ ಮಾಡಿದರೆ 6 ತಿಂಗಳು ಜೈಲು ಅಥವಾ 5,000 ರೂ. ದಂಡ ವಿಧಿಸುವ ಎಚ್ಚರಿಕೆಯನ್ನು ನೋಟಿಸ್‌ನಲ್ಲಿ ನೀಡಲಾಗಿದೆ. ಎಕ್ಸ್‌ಪ್ರೆಸ್‌ವೇಯಲ್ಲಿ ವೇಗ ನಿಯಂತ್ರಣಕ್ಕೆ ಪೊಲೀಸರು ಆರ್ಟಿಫಿಶಿಯಲ್ ಇಂಟೆಲಿಜೆನ್ಸ್ ಮೊರೆ ಹೋಗಿದ್ದು ಎಐ ಕ್ಯಾಮೆರಾ ಅಳವಡಿಕೆ ಮಾಡಿದ್ದಾರೆ. [106, 541, 1419, 595]
cm-portrait [759, 1873, 910, 2122]
registration-number: REG NO: KARKAN27951 [789, 72, 1036, 95]
congress-column-1: ಬೆಂಗಳೂರು: “ದೇಶದೆಲ್ಲೆಡೆ ಕಾಂಗ್ರೆಸ್ ಪಕ್ಷ ಹಾಗೂ ಇಂಡಿಯಾ ಮೈತ್ರಿಕೂಟದ ಪರವಾಗಿ ವಿಶ್ವಾಸ ಮೂಡುತ್ತಿದೆ” ಎಂದು ಡಿಸಿಎಂ ಡಿ.ಕೆ. ಶಿವಕುಮಾರ್ ಅವರು ತಿಳಿಸಿದರು. ವಿಧಾನಸೌಧದ ಆವರಣದಲ್ಲಿ ಮಾಧ್ಯಮಗಳ ಪ್ರಶ್ನೆಗಳಿಗೆ ಶಿವಕುಮಾರ್ ಅವರು ಶುಕ್ರವಾರ [377, 1575, 593, 1656]
